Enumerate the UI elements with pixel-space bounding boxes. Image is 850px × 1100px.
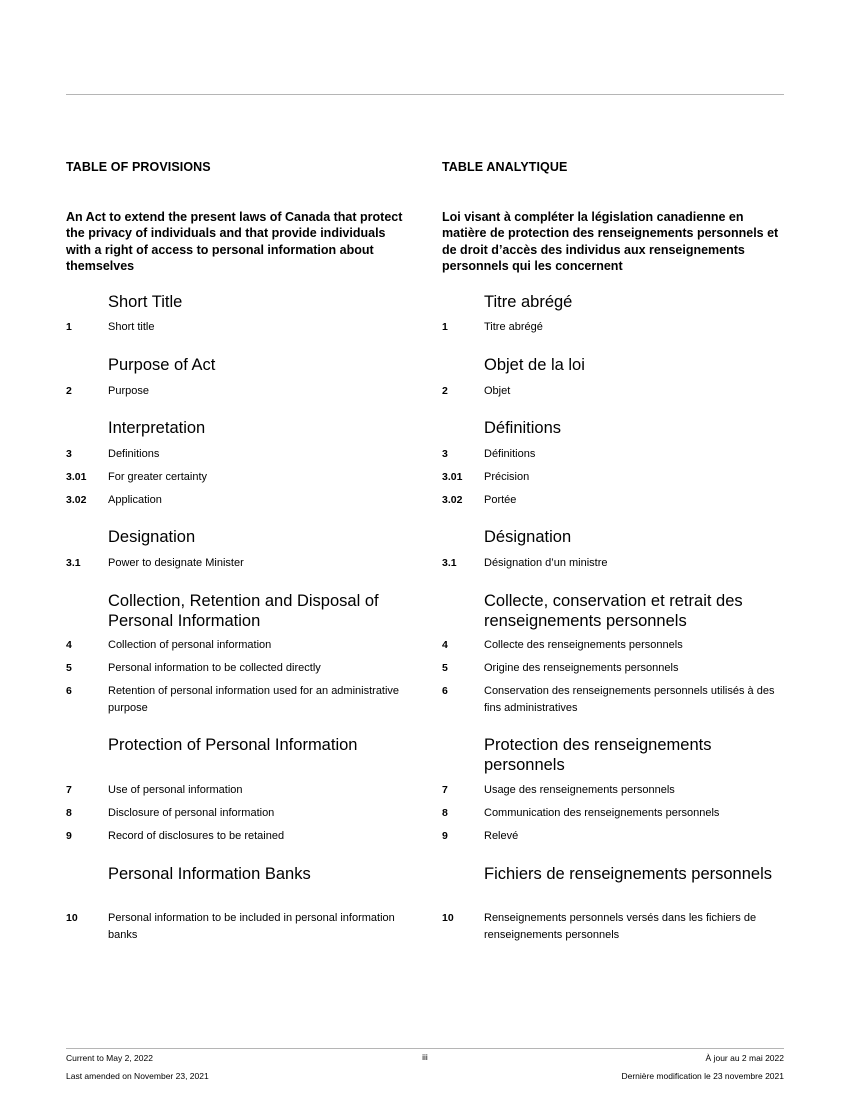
entry-number: 4 [66,639,72,651]
entry-text: Conservation des renseignements personnels utilisés à des fins administratives [484,685,775,714]
toc-entry[interactable] [66,383,411,400]
section-heading: Collection, Retention and Disposal of Personal Information [108,592,379,630]
entry-number: 9 [442,830,448,842]
entry-number: 3 [442,448,448,460]
toc-entry[interactable] [66,446,411,463]
entry-number: 8 [442,807,448,819]
section-heading: Designation [108,528,196,546]
section-heading: Protection of Personal Information [108,736,358,754]
french-long-title: Loi visant à compléter la législation canadienne en matière de protection des renseignements personnels et de droit d’accès des individus aux renseignements personnels qui les concernent [442,210,779,273]
last-amended-fr: Dernière modification le 23 novembre 2021 [621,1071,784,1081]
entry-text: Collection of personal information [108,639,272,651]
entry-number: 10 [66,912,78,924]
entry-text: Origine des renseignements personnels [484,662,679,674]
section-heading: Short Title [108,293,183,311]
entry-text: Definitions [108,448,160,460]
entry-text: Purpose [108,385,149,397]
toc-entry[interactable] [442,555,787,572]
entry-text: Renseignements personnels versés dans les fichiers de renseignements personnels [484,912,757,941]
section-heading: Titre abrégé [484,293,573,311]
toc-entry[interactable] [442,683,787,716]
entry-number: 6 [442,685,448,697]
toc-entry[interactable] [66,660,411,677]
entry-number: 3.1 [442,557,457,569]
french-heading: TABLE ANALYTIQUE [442,160,568,174]
entry-text: Personal information to be collected directly [108,662,321,674]
entry-number: 9 [66,830,72,842]
section-heading: Définitions [484,419,562,437]
entry-text: Power to designate Minister [108,557,244,569]
entry-text: Collecte des renseignements personnels [484,639,683,651]
top-divider [66,94,784,95]
entry-text: Définitions [484,448,536,460]
entry-number: 5 [66,662,72,674]
toc-entry[interactable] [66,828,411,845]
entry-text: Communication des renseignements personnels [484,807,720,819]
section-heading: Fichiers de renseignements personnels [484,865,772,883]
entry-number: 3.02 [66,494,87,506]
section-heading: Interpretation [108,419,206,437]
entry-text: Record of disclosures to be retained [108,830,285,842]
entry-text: Short title [108,321,155,333]
entry-number: 3 [66,448,72,460]
entry-text: Retention of personal information used for an administrative purpose [108,685,400,714]
toc-entry[interactable] [66,469,411,486]
entry-text: For greater certainty [108,471,208,483]
entry-text: Objet [484,385,511,397]
toc-entry[interactable] [442,660,787,677]
entry-number: 3.01 [442,471,463,483]
entry-number: 2 [442,385,448,397]
entry-number: 10 [442,912,454,924]
entry-text: Personal information to be included in personal information banks [108,912,395,941]
footer-divider [66,1048,784,1049]
toc-entry[interactable] [66,805,411,822]
toc-entry[interactable] [442,805,787,822]
page-number: iii [422,1052,428,1062]
toc-entry[interactable] [66,683,411,716]
entry-number: 3.02 [442,494,463,506]
entry-number: 1 [66,321,72,333]
entry-number: 3.01 [66,471,87,483]
toc-entry[interactable] [66,637,411,654]
last-amended-en: Last amended on November 23, 2021 [66,1071,209,1081]
entry-text: Disclosure of personal information [108,807,275,819]
entry-text: Portée [484,494,517,506]
toc-entry[interactable] [442,910,787,943]
entry-number: 1 [442,321,448,333]
entry-number: 3.1 [66,557,81,569]
entry-text: Usage des renseignements personnels [484,784,675,796]
entry-text: Relevé [484,830,519,842]
entry-text: Précision [484,471,530,483]
current-to-fr: À jour au 2 mai 2022 [705,1053,784,1063]
entry-number: 7 [66,784,72,796]
section-heading: Objet de la loi [484,356,585,374]
entry-text: Désignation d’un ministre [484,557,608,569]
section-heading: Purpose of Act [108,356,216,374]
entry-text: Application [108,494,162,506]
toc-entry[interactable] [442,319,787,336]
toc-entry[interactable] [442,828,787,845]
section-heading: Collecte, conservation et retrait des renseignements personnels [484,592,743,630]
section-heading: Personal Information Banks [108,865,311,883]
entry-number: 6 [66,685,72,697]
section-heading: Désignation [484,528,572,546]
toc-entry[interactable] [442,383,787,400]
toc-entry[interactable] [66,782,411,799]
current-to-en: Current to May 2, 2022 [66,1053,153,1063]
toc-entry[interactable] [442,637,787,654]
toc-entry[interactable] [66,492,411,509]
entry-number: 2 [66,385,72,397]
section-heading: Protection des renseignements personnels [484,736,712,774]
toc-entry[interactable] [442,469,787,486]
toc-entry[interactable] [66,319,411,336]
entry-text: Use of personal information [108,784,243,796]
toc-entry[interactable] [442,782,787,799]
toc-entry[interactable] [442,446,787,463]
toc-entry[interactable] [66,555,411,572]
entry-number: 7 [442,784,448,796]
english-heading: TABLE OF PROVISIONS [66,160,211,174]
entry-text: Titre abrégé [484,321,543,333]
entry-number: 4 [442,639,448,651]
toc-entry[interactable] [442,492,787,509]
entry-number: 5 [442,662,448,674]
toc-entry[interactable] [66,910,411,943]
english-long-title: An Act to extend the present laws of Canada that protect the privacy of individuals and that provide individuals with a right of access to personal information about themselves [66,210,403,273]
entry-number: 8 [66,807,72,819]
